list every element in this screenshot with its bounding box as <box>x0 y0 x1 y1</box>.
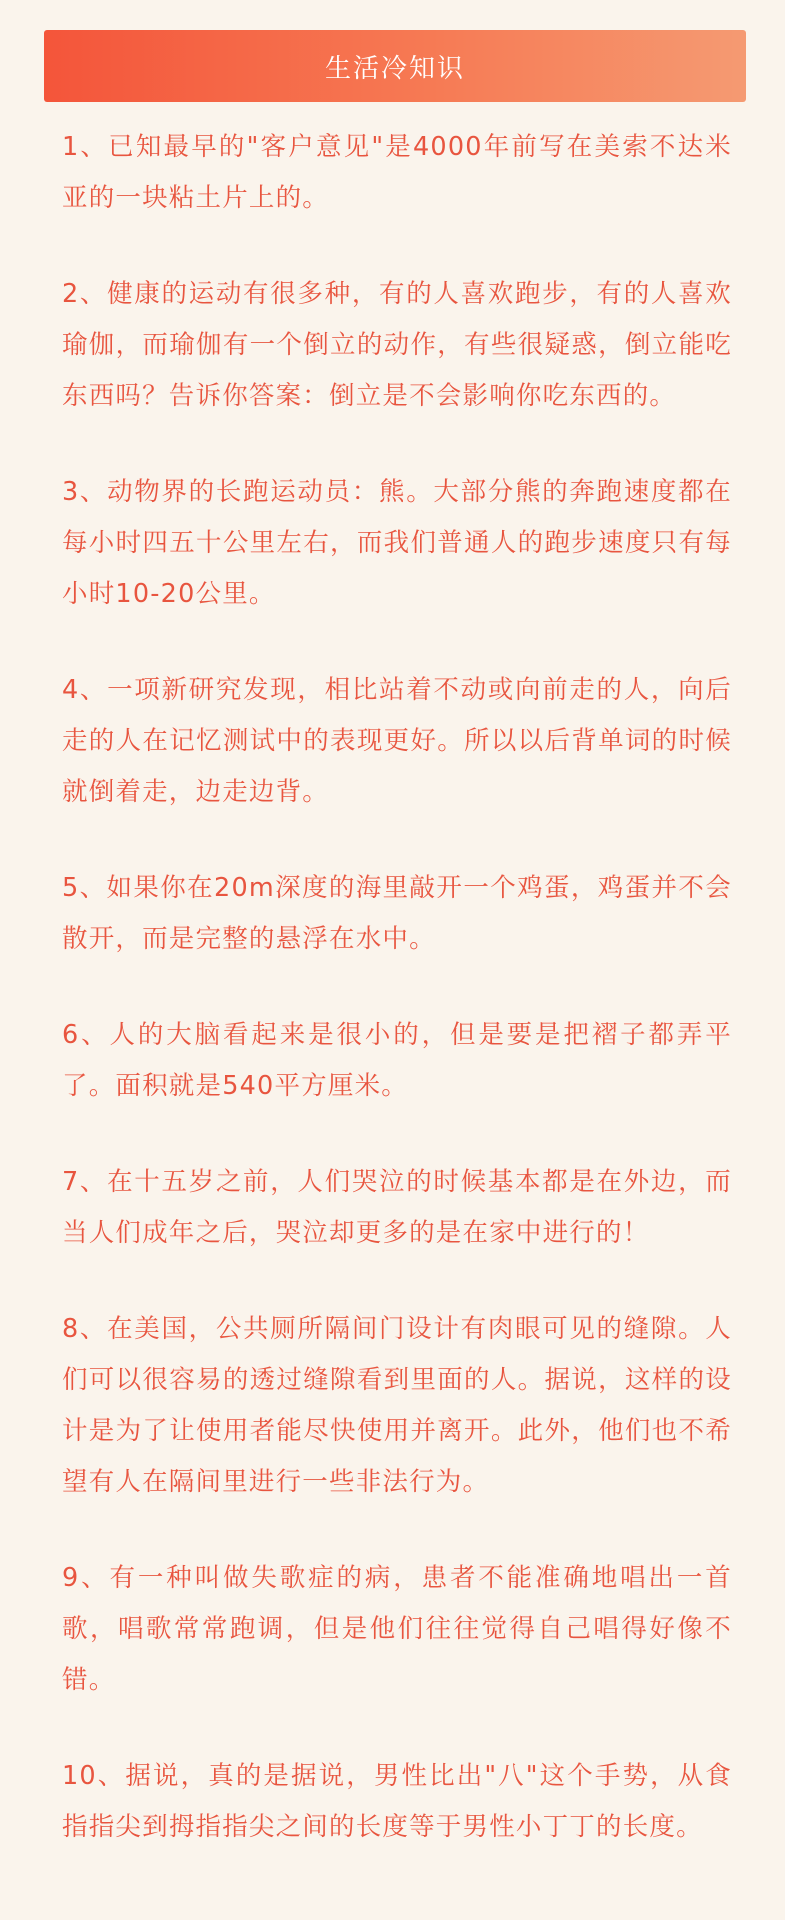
fact-item-6: 6、人的大脑看起来是很小的，但是要是把褶子都弄平了。面积就是540平方厘米。 <box>62 1020 732 1101</box>
fact-item-2: 2、健康的运动有很多种，有的人喜欢跑步，有的人喜欢瑜伽，而瑜伽有一个倒立的动作，有些很疑惑，倒立能吃东西吗？告诉你答案：倒立是不会影响你吃东西的。 <box>62 279 732 411</box>
fact-item-9: 9、有一种叫做失歌症的病，患者不能准确地唱出一首歌，唱歌常常跑调，但是他们往往觉得自己唱得好像不错。 <box>62 1563 732 1695</box>
fact-item-3: 3、动物界的长跑运动员：熊。大部分熊的奔跑速度都在每小时四五十公里左右，而我们普通人的跑步速度只有每小时10-20公里。 <box>62 477 732 609</box>
fact-item-7: 7、在十五岁之前，人们哭泣的时候基本都是在外边，而当人们成年之后，哭泣却更多的是在家中进行的！ <box>62 1167 732 1248</box>
fact-item-8: 8、在美国，公共厕所隔间门设计有肉眼可见的缝隙。人们可以很容易的透过缝隙看到里面的人。据说，这样的设计是为了让使用者能尽快使用并离开。此外，他们也不希望有人在隔间里进行一些非法行为。 <box>62 1314 732 1497</box>
facts-list <box>62 122 732 1898</box>
fact-item-5: 5、如果你在20m深度的海里敲开一个鸡蛋，鸡蛋并不会散开，而是完整的悬浮在水中。 <box>62 873 732 954</box>
fact-item-1: 1、已知最早的"客户意见"是4000年前写在美索不达米亚的一块粘土片上的。 <box>62 132 732 213</box>
page-title: 生活冷知识 <box>324 53 465 84</box>
fact-item-4: 4、一项新研究发现，相比站着不动或向前走的人，向后走的人在记忆测试中的表现更好。所以以后背单词的时候就倒着走，边走边背。 <box>62 675 732 807</box>
header-banner <box>44 30 746 102</box>
fact-item-10: 10、据说，真的是据说，男性比出"八"这个手势，从食指指尖到拇指指尖之间的长度等于男性小丁丁的长度。 <box>62 1761 732 1842</box>
